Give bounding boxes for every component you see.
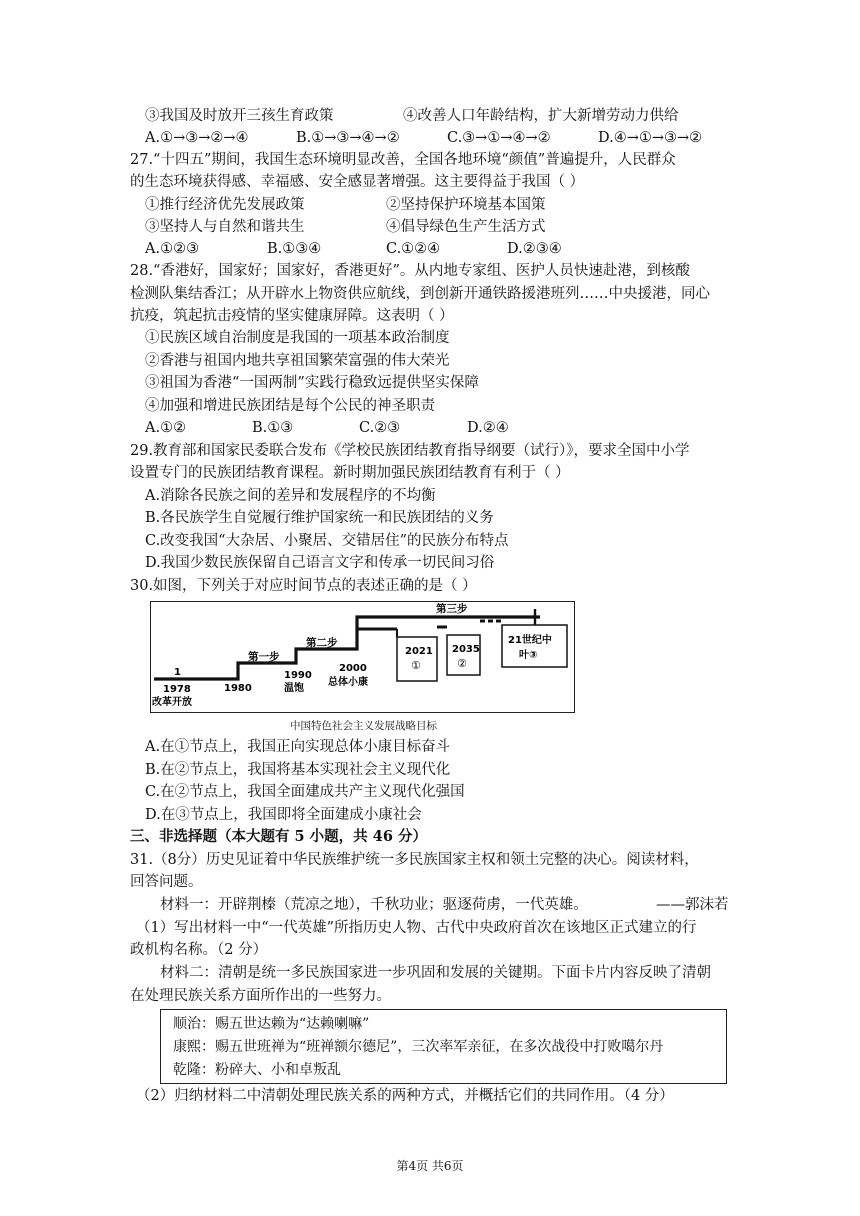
q26-option-c: C.③→①→④→②: [447, 130, 551, 146]
q26-option-b: B.①→③→④→②: [296, 130, 400, 146]
q28-item-2: ②香港与祖国内地共享祖国繁荣富强的伟大荣光: [145, 353, 450, 369]
step1-label: 第一步: [248, 651, 280, 663]
q27-item-4: ④倡导绿色生产生活方式: [386, 219, 546, 235]
strategy-staircase-figure: [150, 601, 575, 713]
q28-option-d: D.②④: [467, 420, 509, 436]
q28-stem-line1: 28.“香港好，国家好；国家好，香港更好”。从内地专家组、医护人员快速赴港，到核酸: [130, 263, 690, 279]
box-mid-century-line2: 叶③: [519, 650, 538, 661]
q31-part1-line2: 政机构名称。（2 分）: [130, 942, 268, 958]
q26-option-a: A.①→③→②→④: [145, 130, 249, 146]
q28-item-4: ④加强和增进民族团结是每个公民的神圣职责: [145, 398, 435, 414]
q27-item-3: ③坚持人与自然和谐共生: [145, 219, 305, 235]
material-1-text: 材料一：开辟荆榛（荒凉之地），千秋功业；驱逐荷虏，一代英雄。: [160, 897, 588, 913]
q31-part2: （2）归纳材料二中清朝处理民族关系的两种方式，并概括它们的共同作用。（4 分）: [136, 1088, 674, 1104]
q27-option-d: D.②③④: [507, 241, 562, 257]
q26-option-d: D.④→①→③→②: [598, 130, 703, 146]
year-1978-caption: 改革开放: [152, 697, 192, 708]
material-2-line1: 材料二：清朝是统一多民族国家进一步巩固和发展的关键期。下面卡片内容反映了清朝: [160, 965, 711, 981]
box-2021-year: 2021: [405, 646, 433, 657]
q29-option-c: C.改变我国“大杂居、小聚居、交错居住”的民族分布特点: [145, 533, 509, 549]
q26-item-4: ④改善人口年龄结构，扩大新增劳动力供给: [403, 108, 679, 124]
material-2-card: [160, 1009, 727, 1084]
q28-option-c: C.②③: [359, 420, 401, 436]
year-1990-caption: 温饱: [284, 683, 304, 694]
card-line-qianlong: 乾隆：粉碎大、小和卓叛乱: [173, 1062, 341, 1078]
material-1-source: ——郭沫若: [656, 897, 729, 913]
q31-part1-line1: （1）写出材料一中“一代英雄”所指历史人物、古代中央政府首次在该地区正式建立的行: [136, 920, 697, 936]
q27-option-a: A.①②③: [145, 241, 200, 257]
year-1980: 1980: [224, 683, 252, 694]
step2-label: 第二步: [306, 637, 338, 649]
box-2021-mark: ①: [411, 659, 421, 672]
q26-item-3: ③我国及时放开三孩生育政策: [145, 108, 334, 124]
step3-label: 第三步: [436, 603, 468, 615]
q27-stem-line1: 27.“十四五”期间，我国生态环境明显改善，全国各地环境“颜值”普遍提升，人民群众: [130, 152, 676, 168]
year-1978-top: 1: [174, 667, 181, 678]
q28-item-3: ③祖国为香港“一国两制”实践行稳致远提供坚实保障: [145, 375, 479, 391]
year-2000-caption: 总体小康: [328, 677, 368, 688]
q29-option-a: A.消除各民族之间的差异和发展程序的不均衡: [145, 488, 436, 504]
q30-option-d: D.在③节点上，我国即将全面建成小康社会: [145, 807, 422, 823]
q27-option-c: C.①②④: [386, 241, 441, 257]
section-3-heading: 三、非选择题（本大题有 5 小题，共 46 分）: [130, 828, 427, 845]
q29-stem-line1: 29.教育部和国家民委联合发布《学校民族团结教育指导纲要（试行）》，要求全国中小学: [130, 443, 690, 459]
q27-item-2: ②坚持保护环境基本国策: [386, 197, 546, 213]
q29-option-b: B.各民族学生自觉履行维护国家统一和民族团结的义务: [145, 510, 494, 526]
year-1990: 1990: [284, 670, 312, 681]
material-2-line2: 在处理民族关系方面所作出的一些努力。: [130, 988, 391, 1004]
figure-caption: 中国特色社会主义发展战略目标: [290, 720, 437, 732]
q28-item-1: ①民族区域自治制度是我国的一项基本政治制度: [145, 330, 450, 346]
q27-option-b: B.①③④: [267, 241, 322, 257]
q30-stem: 30.如图，下列关于对应时间节点的表述正确的是（ ）: [130, 578, 477, 594]
q31-stem-line2: 回答问题。: [130, 874, 203, 890]
q27-item-1: ①推行经济优先发展政策: [145, 197, 305, 213]
q30-option-b: B.在②节点上，我国将基本实现社会主义现代化: [145, 762, 451, 778]
q28-stem-line3: 抗疫，筑起抗击疫情的坚实健康屏障。这表明（ ）: [130, 308, 454, 324]
q27-stem-line2: 的生态环境获得感、幸福感、安全感显著增强。这主要得益于我国（ ）: [130, 174, 585, 190]
q28-option-a: A.①②: [145, 420, 187, 436]
q28-stem-line2: 检测队集结香江；从开辟水上物资供应航线，到创新开通铁路援港班列……中央援港，同心: [130, 286, 710, 302]
page-footer: 第4页 共6页: [396, 1159, 464, 1173]
q30-option-c: C.在②节点上，我国全面建成共产主义现代化强国: [145, 784, 465, 800]
card-line-shunzhi: 顺治：赐五世达赖为“达赖喇嘛”: [173, 1016, 370, 1032]
year-1978: 1978: [163, 684, 191, 695]
q29-stem-line2: 设置专门的民族团结教育课程。新时期加强民族团结教育有利于（ ）: [130, 465, 570, 481]
q28-option-b: B.①③: [252, 420, 294, 436]
box-2035-year: 2035: [452, 644, 480, 655]
q31-stem-line1: 31.（8分）历史见证着中华民族维护统一多民族国家主权和领土完整的决心。阅读材料，: [130, 852, 699, 868]
box-2035-mark: ②: [457, 657, 467, 670]
box-mid-century-line1: 21世纪中: [508, 635, 552, 646]
q30-option-a: A.在①节点上，我国正向实现总体小康目标奋斗: [145, 739, 451, 755]
card-line-kangxi: 康熙：赐五世班禅为“班禅额尔德尼”，三次率军亲征，在多次战役中打败噶尔丹: [173, 1039, 664, 1055]
q29-option-d: D.我国少数民族保留自己语言文字和传承一切民间习俗: [145, 555, 495, 571]
year-2000: 2000: [339, 663, 367, 674]
